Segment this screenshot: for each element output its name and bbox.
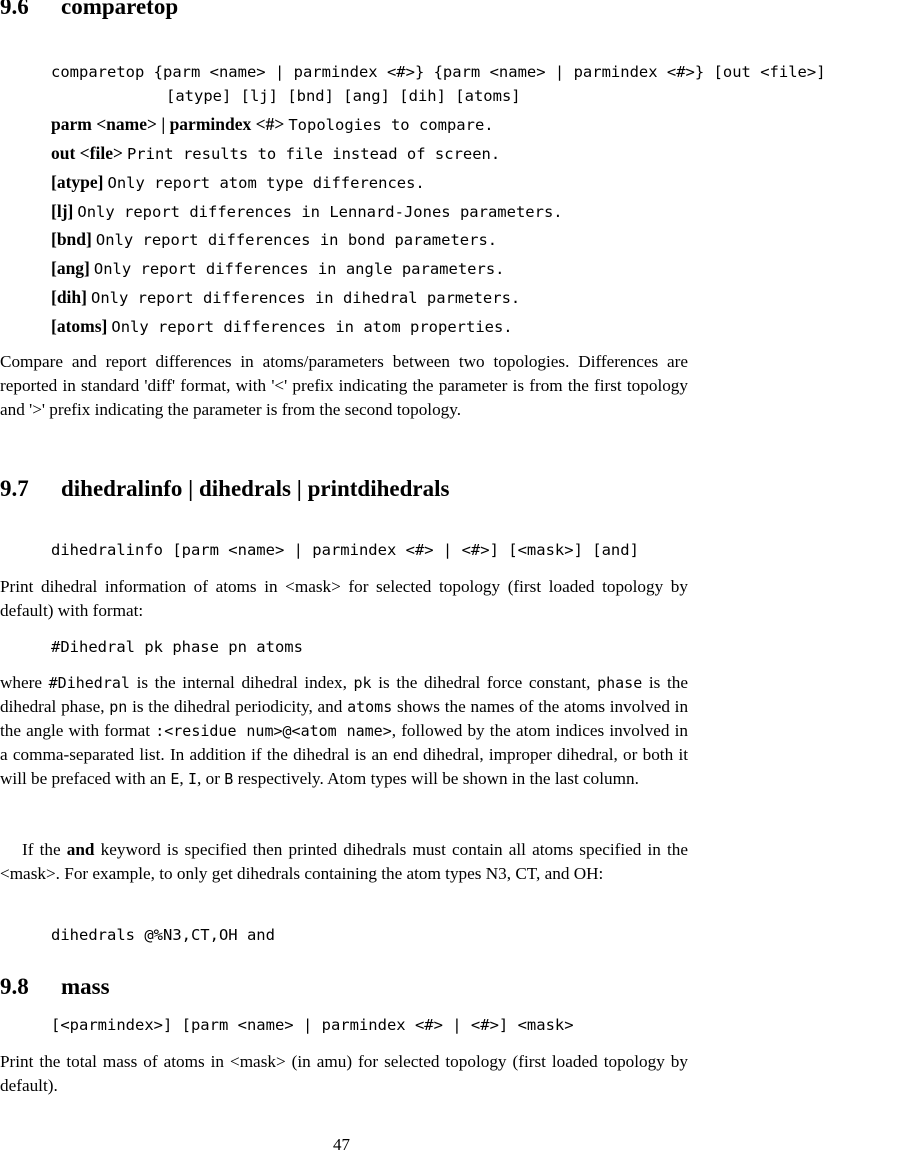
dihedral-format: #Dihedral pk phase pn atoms — [51, 638, 303, 656]
usage-line-1: comparetop {parm <name> | parmindex <#>} {parm <name> | parmindex <#>} [out <file>] — [51, 63, 826, 81]
section-number: 9.7 — [0, 476, 29, 501]
option-atoms — [51, 316, 513, 337]
option-key: [lj] — [51, 201, 74, 221]
option-desc: Topologies to compare. — [288, 116, 494, 134]
option-dih — [51, 287, 520, 308]
option-desc: Only report differences in atom properties. — [111, 318, 513, 336]
section-title: mass — [61, 974, 110, 999]
usage-line-2: [atype] [lj] [bnd] [ang] [dih] [atoms] — [166, 87, 521, 105]
option-bnd — [51, 229, 497, 250]
dihedralinfo-fields-paragraph: where #Dihedral is the internal dihedral index, pk is the dihedral force constant, phase is the dihedral phase, pn is the dihedral periodicity, and atoms shows the names of the atoms involved in the angle with format :<residue num>@<atom name>, followed by the atom indices involved in a comma-separated list. In addition if the dihedral is an end dihedral, improper dihedral, or both it will be prefaced with an E, I, or B respectively. Atom types will be shown in the last column. — [0, 673, 689, 788]
option-desc: Only report atom type differences. — [107, 174, 425, 192]
option-ang — [51, 258, 505, 279]
and-keyword-paragraph: If the and keyword is specified then printed dihedrals must contain all atoms specified in the <mask>. For example, to only get dihedrals containing the atom types N3, CT, and OH: — [0, 840, 689, 883]
option-key: parm <name> | parmindex <#> — [51, 114, 285, 134]
option-key: [bnd] — [51, 229, 92, 249]
option-key: out <file> — [51, 143, 123, 163]
option-desc: Print results to file instead of screen. — [126, 145, 501, 163]
section-heading-9-8 — [0, 974, 110, 1000]
option-key: [atoms] — [51, 316, 108, 336]
dihedrals-example: dihedrals @%N3,CT,OH and — [51, 926, 275, 944]
mass-description: Print the total mass of atoms in <mask> (in amu) for selected topology (first loaded topology by default). — [0, 1052, 688, 1095]
option-key: [ang] — [51, 258, 90, 278]
dihedralinfo-intro: Print dihedral information of atoms in <mask> for selected topology (first loaded topology by default) with format: — [0, 577, 688, 620]
option-desc: Only report differences in dihedral parmeters. — [90, 289, 521, 307]
page-number: 47 — [333, 1135, 350, 1154]
section-title: dihedralinfo | dihedrals | printdihedrals — [61, 476, 450, 501]
option-parm — [51, 114, 494, 135]
section-number: 9.8 — [0, 974, 29, 999]
option-key: [atype] — [51, 172, 104, 192]
and-keyword: and — [66, 840, 95, 859]
comparetop-description: Compare and report differences in atoms/parameters between two topologies. Differences are reported in standard 'diff' format, with '<' prefix indicating the parameter is from the first topology and '>' prefix indicating the parameter is from the second topology. — [0, 352, 688, 419]
section-title: comparetop — [61, 0, 179, 19]
option-atype — [51, 172, 425, 193]
option-desc: Only report differences in Lennard-Jones parameters. — [77, 203, 563, 221]
option-key: [dih] — [51, 287, 87, 307]
option-lj — [51, 201, 563, 222]
option-desc: Only report differences in bond parameters. — [95, 231, 498, 249]
section-number: 9.6 — [0, 0, 29, 19]
mass-usage: [<parmindex>] [parm <name> | parmindex <#> | <#>] <mask> — [51, 1016, 574, 1034]
option-desc: Only report differences in angle parameters. — [93, 260, 505, 278]
section-heading-9-7 — [0, 476, 449, 502]
section-heading-9-6 — [0, 0, 178, 20]
dihedralinfo-usage: dihedralinfo [parm <name> | parmindex <#> | <#>] [<mask>] [and] — [51, 541, 639, 559]
option-out — [51, 143, 500, 164]
